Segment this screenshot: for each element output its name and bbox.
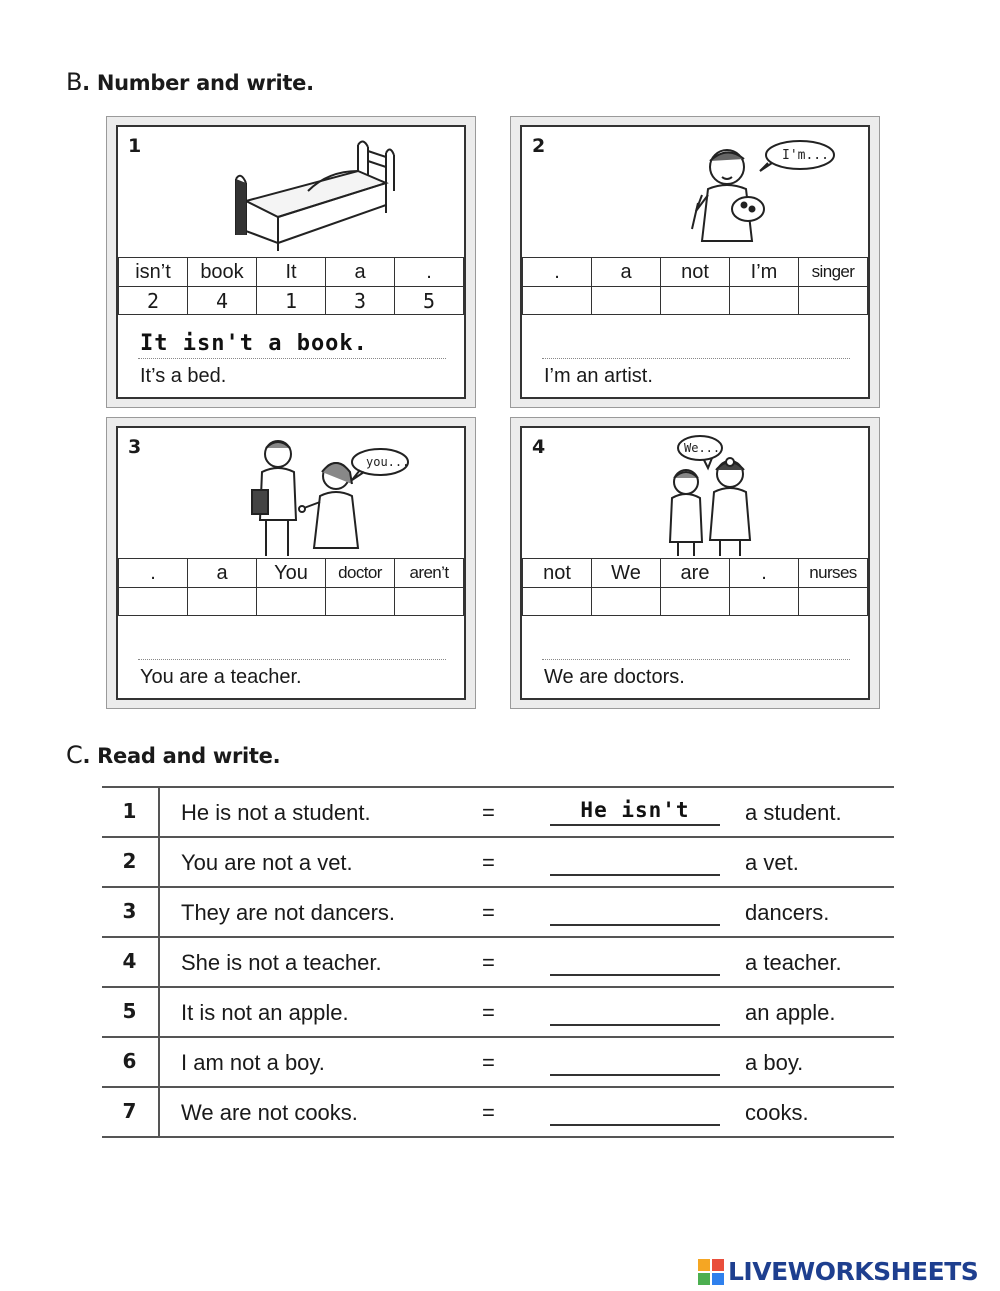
- row-divider: [158, 938, 160, 986]
- order-input[interactable]: 3: [326, 287, 395, 315]
- panel-1: [106, 116, 476, 408]
- equals-sign: =: [482, 950, 495, 975]
- answer-blank[interactable]: [550, 848, 720, 876]
- handwritten-answer: He isn't: [580, 798, 690, 822]
- section-c-title: . Read and write.: [82, 744, 281, 768]
- row-sentence: I am not a boy.: [181, 1050, 325, 1075]
- table-row: [102, 786, 894, 836]
- panel-4-frame: [520, 426, 870, 700]
- order-row: [523, 588, 868, 616]
- artist-illustration: [612, 131, 829, 255]
- panel-3: [106, 417, 476, 709]
- word-cell: not: [523, 559, 592, 588]
- order-input[interactable]: [730, 287, 799, 315]
- answer-blank[interactable]: [550, 1048, 720, 1076]
- row-number: 6: [122, 1049, 137, 1073]
- panel-2: [510, 116, 880, 408]
- word-cell: You: [257, 559, 326, 588]
- order-row: [119, 588, 464, 616]
- sentence-answer-field[interactable]: [542, 628, 850, 660]
- sentence-answer-field[interactable]: [138, 628, 446, 660]
- bed-illustration: [208, 131, 408, 255]
- example-sentence: I’m an artist.: [544, 365, 653, 387]
- section-c-letter: C: [66, 741, 83, 769]
- word-cell: aren’t: [395, 559, 464, 588]
- equals-sign: =: [482, 850, 495, 875]
- row-ending: a boy.: [745, 1050, 804, 1075]
- section-b-title: . Number and write.: [82, 71, 314, 95]
- panel-number: 3: [128, 436, 142, 458]
- word-row: [119, 258, 464, 287]
- speech-bubble-text: We...: [684, 441, 721, 455]
- word-row: [119, 559, 464, 588]
- word-cell: a: [188, 559, 257, 588]
- order-input[interactable]: [523, 588, 592, 616]
- word-cell: singer: [799, 258, 868, 287]
- liveworksheets-logo: [698, 1257, 978, 1286]
- row-divider: [158, 888, 160, 936]
- example-sentence: It’s a bed.: [140, 365, 227, 387]
- order-input[interactable]: [592, 287, 661, 315]
- answer-blank[interactable]: [550, 898, 720, 926]
- panel-1-frame: [116, 125, 466, 399]
- word-cell: a: [592, 258, 661, 287]
- word-cell: are: [661, 559, 730, 588]
- row-number: 3: [122, 899, 137, 923]
- order-input[interactable]: [326, 588, 395, 616]
- sentence-answer-field[interactable]: [138, 327, 446, 359]
- order-input[interactable]: 2: [119, 287, 188, 315]
- row-ending: an apple.: [745, 1000, 836, 1025]
- panel-4: [510, 417, 880, 709]
- section-b-letter: B: [66, 68, 83, 96]
- order-input[interactable]: [799, 287, 868, 315]
- example-sentence: You are a teacher.: [140, 666, 302, 688]
- panel-number: 4: [532, 436, 546, 458]
- word-cell: a: [326, 258, 395, 287]
- speech-bubble-text: you...: [366, 455, 410, 469]
- table-row: [102, 986, 894, 1036]
- example-sentence: We are doctors.: [544, 666, 685, 688]
- row-divider: [158, 1038, 160, 1086]
- word-cell: doctor: [326, 559, 395, 588]
- order-input[interactable]: 5: [395, 287, 464, 315]
- section-c-heading: [66, 741, 280, 769]
- table-row: [102, 886, 894, 936]
- word-grid: [522, 257, 868, 315]
- word-grid: [118, 257, 464, 315]
- word-cell: book: [188, 258, 257, 287]
- row-number: 4: [122, 949, 137, 973]
- sentence-answer-field[interactable]: [542, 327, 850, 359]
- row-sentence: They are not dancers.: [181, 900, 396, 925]
- row-number: 2: [122, 849, 137, 873]
- table-row: [102, 1036, 894, 1086]
- word-cell: not: [661, 258, 730, 287]
- answer-blank[interactable]: [550, 798, 720, 826]
- speech-bubble-text: I'm...: [782, 148, 829, 163]
- doctors-illustration: [612, 432, 812, 556]
- word-cell: .: [523, 258, 592, 287]
- row-divider: [158, 788, 160, 836]
- table-row: [102, 936, 894, 986]
- order-row: [119, 287, 464, 315]
- teachers-illustration: [208, 432, 408, 556]
- panel-3-frame: [116, 426, 466, 700]
- order-input[interactable]: [592, 588, 661, 616]
- equals-sign: =: [482, 1050, 495, 1075]
- word-grid: [522, 558, 868, 616]
- equals-sign: =: [482, 1100, 495, 1125]
- answer-blank[interactable]: [550, 1098, 720, 1126]
- order-input[interactable]: [661, 287, 730, 315]
- word-cell: .: [119, 559, 188, 588]
- table-row: [102, 836, 894, 886]
- handwritten-answer: It isn't a book.: [140, 331, 368, 356]
- word-cell: We: [592, 559, 661, 588]
- word-cell: It: [257, 258, 326, 287]
- panel-2-frame: [520, 125, 870, 399]
- word-grid: [118, 558, 464, 616]
- row-ending: a student.: [745, 800, 842, 825]
- logo-text: LIVEWORKSHEETS: [728, 1257, 979, 1286]
- row-sentence: It is not an apple.: [181, 1000, 349, 1025]
- answer-blank[interactable]: [550, 948, 720, 976]
- order-input[interactable]: [523, 287, 592, 315]
- order-input[interactable]: [257, 588, 326, 616]
- row-sentence: He is not a student.: [181, 800, 371, 825]
- row-ending: a teacher.: [745, 950, 842, 975]
- row-ending: dancers.: [745, 900, 830, 925]
- equals-sign: =: [482, 1000, 495, 1025]
- order-input[interactable]: [119, 588, 188, 616]
- order-input[interactable]: [730, 588, 799, 616]
- row-number: 1: [122, 799, 137, 823]
- word-cell: nurses: [799, 559, 868, 588]
- order-input[interactable]: [661, 588, 730, 616]
- word-row: [523, 258, 868, 287]
- word-row: [523, 559, 868, 588]
- order-input[interactable]: 1: [257, 287, 326, 315]
- row-number: 7: [122, 1099, 137, 1123]
- answer-blank[interactable]: [550, 998, 720, 1026]
- panel-number: 1: [128, 135, 142, 157]
- row-divider: [158, 988, 160, 1036]
- row-sentence: You are not a vet.: [181, 850, 353, 875]
- row-ending: cooks.: [745, 1100, 809, 1125]
- row-divider: [158, 838, 160, 886]
- order-input[interactable]: 4: [188, 287, 257, 315]
- row-ending: a vet.: [745, 850, 799, 875]
- read-and-write-table: [102, 786, 894, 1138]
- row-sentence: We are not cooks.: [181, 1100, 358, 1125]
- word-cell: I’m: [730, 258, 799, 287]
- order-row: [523, 287, 868, 315]
- word-cell: .: [730, 559, 799, 588]
- equals-sign: =: [482, 800, 495, 825]
- row-sentence: She is not a teacher.: [181, 950, 382, 975]
- order-input[interactable]: [799, 588, 868, 616]
- table-row: [102, 1086, 894, 1138]
- section-b-heading: [66, 68, 314, 96]
- equals-sign: =: [482, 900, 495, 925]
- word-cell: .: [395, 258, 464, 287]
- order-input[interactable]: [188, 588, 257, 616]
- row-divider: [158, 1088, 160, 1136]
- panel-number: 2: [532, 135, 546, 157]
- row-number: 5: [122, 999, 137, 1023]
- logo-mark-icon: [698, 1259, 724, 1285]
- order-input[interactable]: [395, 588, 464, 616]
- word-cell: isn’t: [119, 258, 188, 287]
